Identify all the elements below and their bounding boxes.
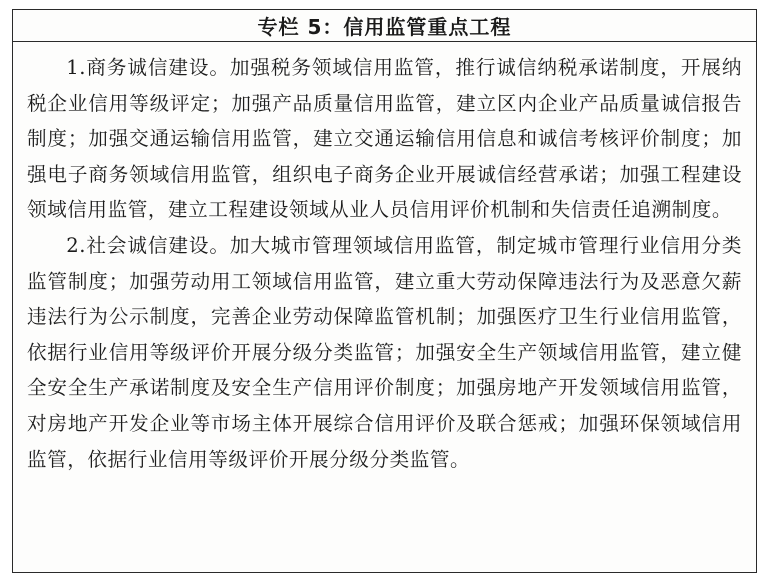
box-title: 专栏 5：信用监管重点工程 [13,10,756,42]
box-body [13,42,756,477]
paragraph-social-integrity: 2.社会诚信建设。加大城市管理领域信用监管，制定城市管理行业信用分类监管制度；加强劳动用工领域信用监管，建立重大劳动保障违法行为及恶意欠薪违法行为公示制度，完善企业劳动保障监管机制；加强医疗卫生行业信用监管，依据行业信用等级评价开展分级分类监管；加强安全生产领域信用监管，建立健全安全生产承诺制度及安全生产信用评价制度；加强房地产开发领域信用监管，对房地产开发企业等市场主体开展综合信用评价及联合惩戒；加强环保领域信用监管，依据行业信用等级评价开展分级分类监管。 [27,233,742,471]
paragraph-commercial-integrity: 1.商务诚信建设。加强税务领域信用监管，推行诚信纳税承诺制度，开展纳税企业信用等级评定；加强产品质量信用监管，建立区内企业产品质量诚信报告制度；加强交通运输信用监管，建立交通运输信用信息和诚信考核评价制度；加强电子商务领域信用监管，组织电子商务企业开展诚信经营承诺；加强工程建设领域信用监管，建立工程建设领域从业人员信用评价机制和失信责任追溯制度。 [27,56,742,222]
feature-box [12,9,757,573]
